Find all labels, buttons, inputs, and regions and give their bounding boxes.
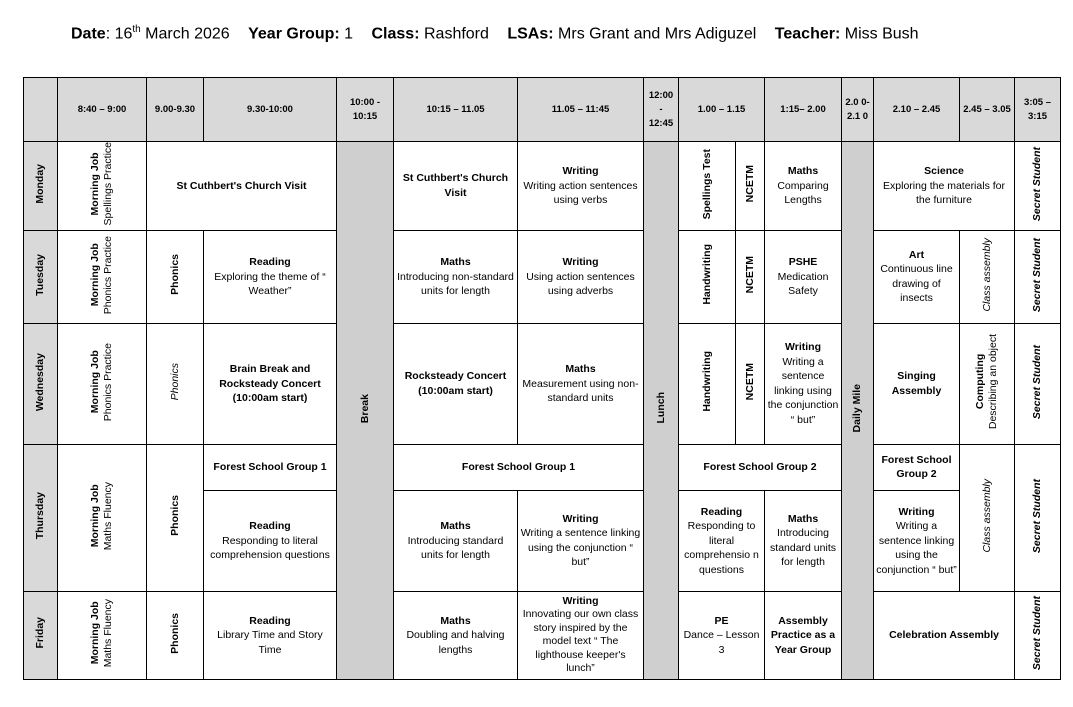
lesson-cell: Morning Job Spellings Practice [58, 142, 147, 231]
lsa-label: LSAs: [507, 25, 554, 43]
lesson-cell: Writing Using action sentences using adverbs [518, 230, 644, 323]
lesson-cell: St Cuthbert's Church Visit [394, 142, 518, 231]
lesson-cell: Spellings Test [679, 142, 736, 231]
lesson-cell: Maths Introducing standard units for length [394, 490, 518, 591]
lesson-cell: Writing Writing action sentences using verbs [518, 142, 644, 231]
lesson-cell: Handwriting [679, 230, 736, 323]
lesson-cell: Singing Assembly [874, 323, 960, 444]
lesson-cell: Phonics [147, 444, 204, 591]
teacher-value: Miss Bush [844, 25, 919, 43]
lesson-cell: Art Continuous line drawing of insects [874, 230, 960, 323]
lesson-cell: Morning Job Phonics Practice [58, 230, 147, 323]
lesson-cell: Secret Student [1015, 230, 1061, 323]
time-slot: 10:00 - 10:15 [337, 78, 394, 142]
time-slot: 2.45 – 3.05 [960, 78, 1015, 142]
daily-mile-bar: Daily Mile [842, 142, 874, 680]
time-slot: 9.00-9.30 [147, 78, 204, 142]
lesson-cell: NCETM [736, 230, 765, 323]
lesson-cell: Maths Introducing non-standard units for length [394, 230, 518, 323]
lesson-cell: Forest School Group 1 [394, 444, 644, 490]
lesson-cell: NCETM [736, 323, 765, 444]
lesson-cell: Assembly Practice as a Year Group [765, 591, 842, 679]
time-slot: 11.05 – 11:45 [518, 78, 644, 142]
lesson-cell: Forest School Group 2 [679, 444, 842, 490]
weekly-timetable [23, 77, 1061, 680]
lesson-cell: Morning Job Maths Fluency [58, 444, 147, 591]
lesson-cell: Brain Break and Rocksteady Concert (10:00am start) [204, 323, 337, 444]
lesson-cell: Forest School Group 1 [204, 444, 337, 490]
time-slot: 3:05 – 3:15 [1015, 78, 1061, 142]
lesson-cell: Computing Describing an object [960, 323, 1015, 444]
lunch-bar: Lunch [644, 142, 679, 680]
time-slot: 10:15 – 11.05 [394, 78, 518, 142]
lesson-cell: Secret Student [1015, 591, 1061, 679]
time-slot: 12:00 - 12:45 [644, 78, 679, 142]
time-slot: 2.10 – 2.45 [874, 78, 960, 142]
lesson-cell: Rocksteady Concert (10:00am start) [394, 323, 518, 444]
lesson-cell: Writing Writing a sentence linking using the conjunction “ but” [518, 490, 644, 591]
lesson-cell: Science Exploring the materials for the furniture [874, 142, 1015, 231]
lesson-cell: NCETM [736, 142, 765, 231]
lesson-cell: Writing Writing a sentence linking using the conjunction “ but” [874, 490, 960, 591]
day-row-tuesday [24, 230, 1061, 323]
class-label: Class: [371, 25, 420, 43]
lesson-cell: Phonics [147, 230, 204, 323]
day-label: Wednesday [24, 323, 58, 444]
year-group-label: Year Group: [248, 25, 340, 43]
lesson-cell: Maths Comparing Lengths [765, 142, 842, 231]
teacher-label: Teacher: [774, 25, 841, 43]
day-label: Tuesday [24, 230, 58, 323]
lesson-cell: Phonics [147, 591, 204, 679]
time-slot: 1.00 – 1.15 [679, 78, 765, 142]
lesson-cell: Class assembly [960, 444, 1015, 591]
time-slot: 8:40 – 9:00 [58, 78, 147, 142]
lesson-cell: Secret Student [1015, 323, 1061, 444]
break-bar: Break [337, 142, 394, 680]
time-slot: 9.30-10:00 [204, 78, 337, 142]
lsa-value: Mrs Grant and Mrs Adiguzel [558, 25, 757, 43]
lesson-cell: Handwriting [679, 323, 736, 444]
lesson-cell: Secret Student [1015, 444, 1061, 591]
day-row-monday [24, 142, 1061, 231]
day-row-friday [24, 591, 1061, 679]
date-value: : 16 [105, 25, 133, 43]
lesson-cell: Forest School Group 2 [874, 444, 960, 490]
lesson-cell: Reading Library Time and Story Time [204, 591, 337, 679]
date-label: Date [71, 25, 106, 43]
date-month-year: March 2026 [140, 25, 230, 43]
lesson-cell: Reading Exploring the theme of “ Weather” [204, 230, 337, 323]
lesson-cell: Maths Doubling and halving lengths [394, 591, 518, 679]
date-ordinal: th [132, 24, 141, 35]
lesson-cell: Writing Innovating our own class story inspired by the model text “ The lighthouse keeper's lunch” [518, 591, 644, 679]
day-label: Monday [24, 142, 58, 231]
lesson-cell: St Cuthbert's Church Visit [147, 142, 337, 231]
class-value: Rashford [423, 25, 489, 43]
corner-cell [24, 78, 58, 142]
day-label: Thursday [24, 444, 58, 591]
year-group-value: 1 [344, 25, 354, 43]
day-row-wednesday [24, 323, 1061, 444]
lesson-cell: Reading Responding to literal comprehensio n questions [679, 490, 765, 591]
lesson-cell: Writing Writing a sentence linking using the conjunction “ but” [765, 323, 842, 444]
lesson-cell: Secret Student [1015, 142, 1061, 231]
lesson-cell: Maths Introducing standard units for length [765, 490, 842, 591]
lesson-cell: PSHE Medication Safety [765, 230, 842, 323]
lesson-cell: PE Dance – Lesson 3 [679, 591, 765, 679]
lesson-cell: Celebration Assembly [874, 591, 1015, 679]
lesson-cell: Phonics [147, 323, 204, 444]
lesson-cell: Class assembly [960, 230, 1015, 323]
time-slot: 2.0 0- 2.1 0 [842, 78, 874, 142]
lesson-cell: Morning Job Phonics Practice [58, 323, 147, 444]
time-header-row [24, 78, 1061, 142]
day-label: Friday [24, 591, 58, 679]
lesson-cell: Morning Job Maths Fluency [58, 591, 147, 679]
timetable-header [71, 24, 919, 43]
day-row-thursday [24, 444, 1061, 490]
time-slot: 1:15– 2.00 [765, 78, 842, 142]
lesson-cell: Reading Responding to literal comprehension questions [204, 490, 337, 591]
lesson-cell: Maths Measurement using non-standard units [518, 323, 644, 444]
